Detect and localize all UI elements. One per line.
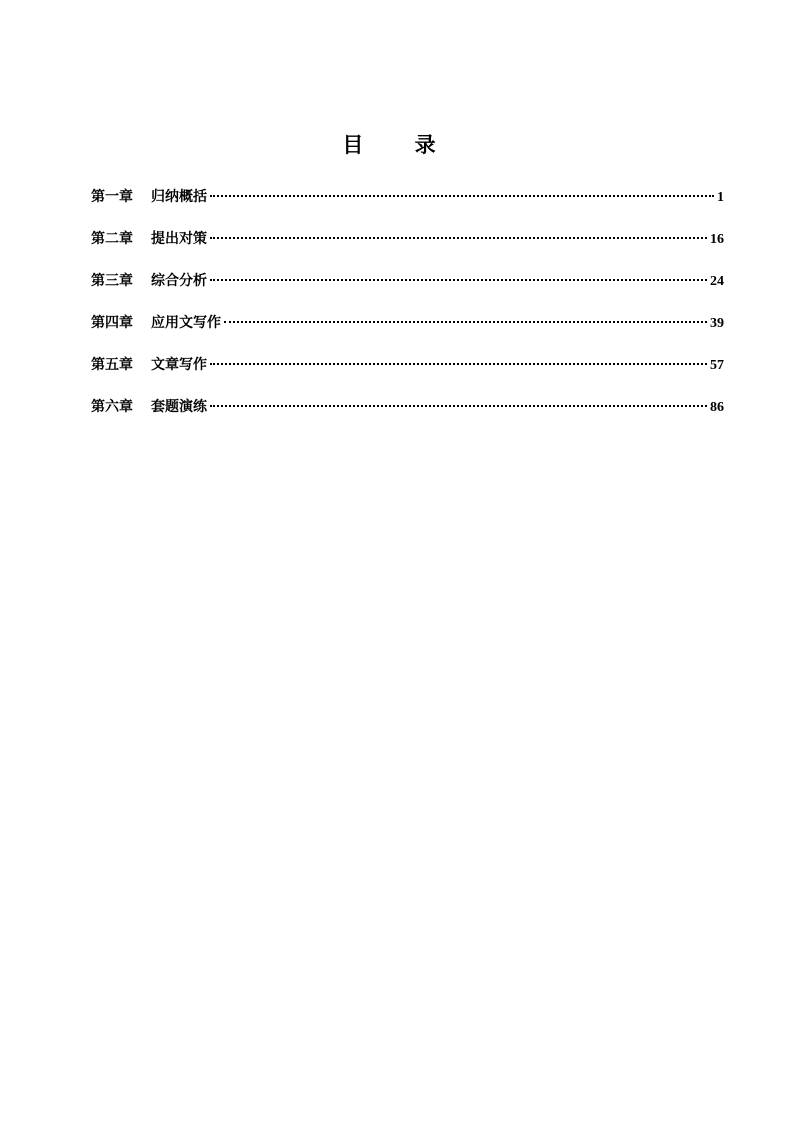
page-number: 57: [710, 358, 724, 373]
chapter-number: 第三章: [91, 273, 133, 289]
dot-leader: [210, 363, 707, 365]
chapter-title: 提出对策: [151, 231, 207, 247]
toc-entry[interactable]: [91, 394, 724, 436]
toc-title: 目 录: [342, 132, 458, 157]
dot-leader: [210, 405, 707, 407]
chapter-title: 应用文写作: [151, 315, 221, 331]
chapter-title: 文章写作: [151, 357, 207, 373]
dot-leader: [210, 237, 707, 239]
chapter-number: 第一章: [91, 189, 133, 205]
page-number: 24: [710, 274, 724, 289]
chapter-number: 第六章: [91, 399, 133, 415]
dot-leader: [210, 195, 714, 197]
toc-entry[interactable]: [91, 352, 724, 394]
toc-entry[interactable]: [91, 310, 724, 352]
dot-leader: [224, 321, 707, 323]
dot-leader: [210, 279, 707, 281]
chapter-number: 第二章: [91, 231, 133, 247]
toc-entry[interactable]: [91, 226, 724, 268]
chapter-number: 第四章: [91, 315, 133, 331]
page-number: 1: [717, 190, 724, 205]
page-number: 39: [710, 316, 724, 331]
toc-entry[interactable]: [91, 268, 724, 310]
page-number: 16: [710, 232, 724, 247]
page-number: 86: [710, 400, 724, 415]
chapter-title: 综合分析: [151, 273, 207, 289]
toc-list: [91, 184, 724, 436]
toc-entry[interactable]: [91, 184, 724, 226]
chapter-title: 归纳概括: [151, 189, 207, 205]
chapter-title: 套题演练: [151, 399, 207, 415]
chapter-number: 第五章: [91, 357, 133, 373]
